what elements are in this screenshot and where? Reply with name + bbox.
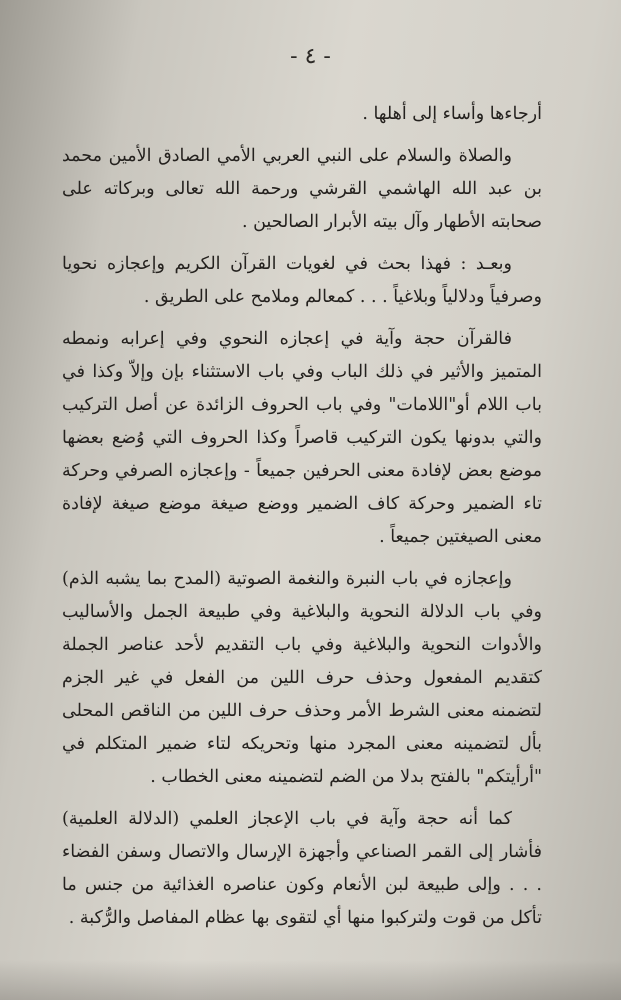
body-text xyxy=(62,98,542,944)
paragraph-scientific-miracle: كما أنه حجة وآية في باب الإعجاز العلمي (الدلالة العلمية) فأشار إلى القمر الصناعي وأجهزة الإرسال والاتصال وسفن الفضاء . . . وإلى طبيعة لبن الأنعام وكون عناصره الغذائية من جنس ما تأكل من قوت ولتركبوا منها أي لتقوى بها عظام المفاصل والرُّكبة . xyxy=(62,809,542,928)
paragraph-grammatical-miracle: فالقرآن حجة وآية في إعجازه النحوي وفي إعرابه ونمطه المتميز والأثير في ذلك الباب وفي باب الاستثناء بإن وإلاّ وكذا في باب اللام أو"اللامات" وفي باب الحروف الزائدة عن أصل التركيب والتي بدونها يكون التركيب قاصراً وكذا الحروف التي وُضع بعضها موضع بعض لإفادة معنى الحرفين جميعاً - وإعجازه الصرفي وحركة تاء الضمير وحركة كاف الضمير ووضع صيغة موضع صيغة لإفادة معنى الصيغتين جميعاً . xyxy=(62,329,542,547)
paragraph-salutation: والصلاة والسلام على النبي العربي الأمي الصادق الأمين محمد بن عبد الله الهاشمي القرشي ورحمة الله تعالى وبركاته على صحابته الأطهار وآل بيته الأبرار الصالحين . xyxy=(62,146,542,232)
paragraph-introduction: وبعـد : فهذا بحث في لغويات القرآن الكريم وإعجازه نحويا وصرفياً ودلالياً وبلاغياً . . . كمعالم وملامح على الطريق . xyxy=(62,254,542,307)
page-number: - ٤ - xyxy=(290,44,331,69)
paragraph-phonetic-miracle: وإعجازه في باب النبرة والنغمة الصوتية (المدح بما يشبه الذم) وفي باب الدلالة النحوية والبلاغية وفي طبيعة الجمل والأساليب والأدوات النحوية والبلاغية وفي باب التقديم لأحد عناصر الجملة كتقديم المفعول وحذف حرف اللين من الفعل في غير الجزم لتضمنه معنى الشرط الأمر وحذف حرف اللين من الناقص المحلى بأل لتضمينه معنى المجرد منها وتحريكه لتاء ضمير المتكلم في "أرأيتكم" بالفتح بدلا من الضم لتضمينه معنى الخطاب . xyxy=(62,569,542,787)
page-bottom-shadow xyxy=(0,960,621,1000)
paragraph-opening-line: أرجاءها وأساء إلى أهلها . xyxy=(362,104,542,124)
